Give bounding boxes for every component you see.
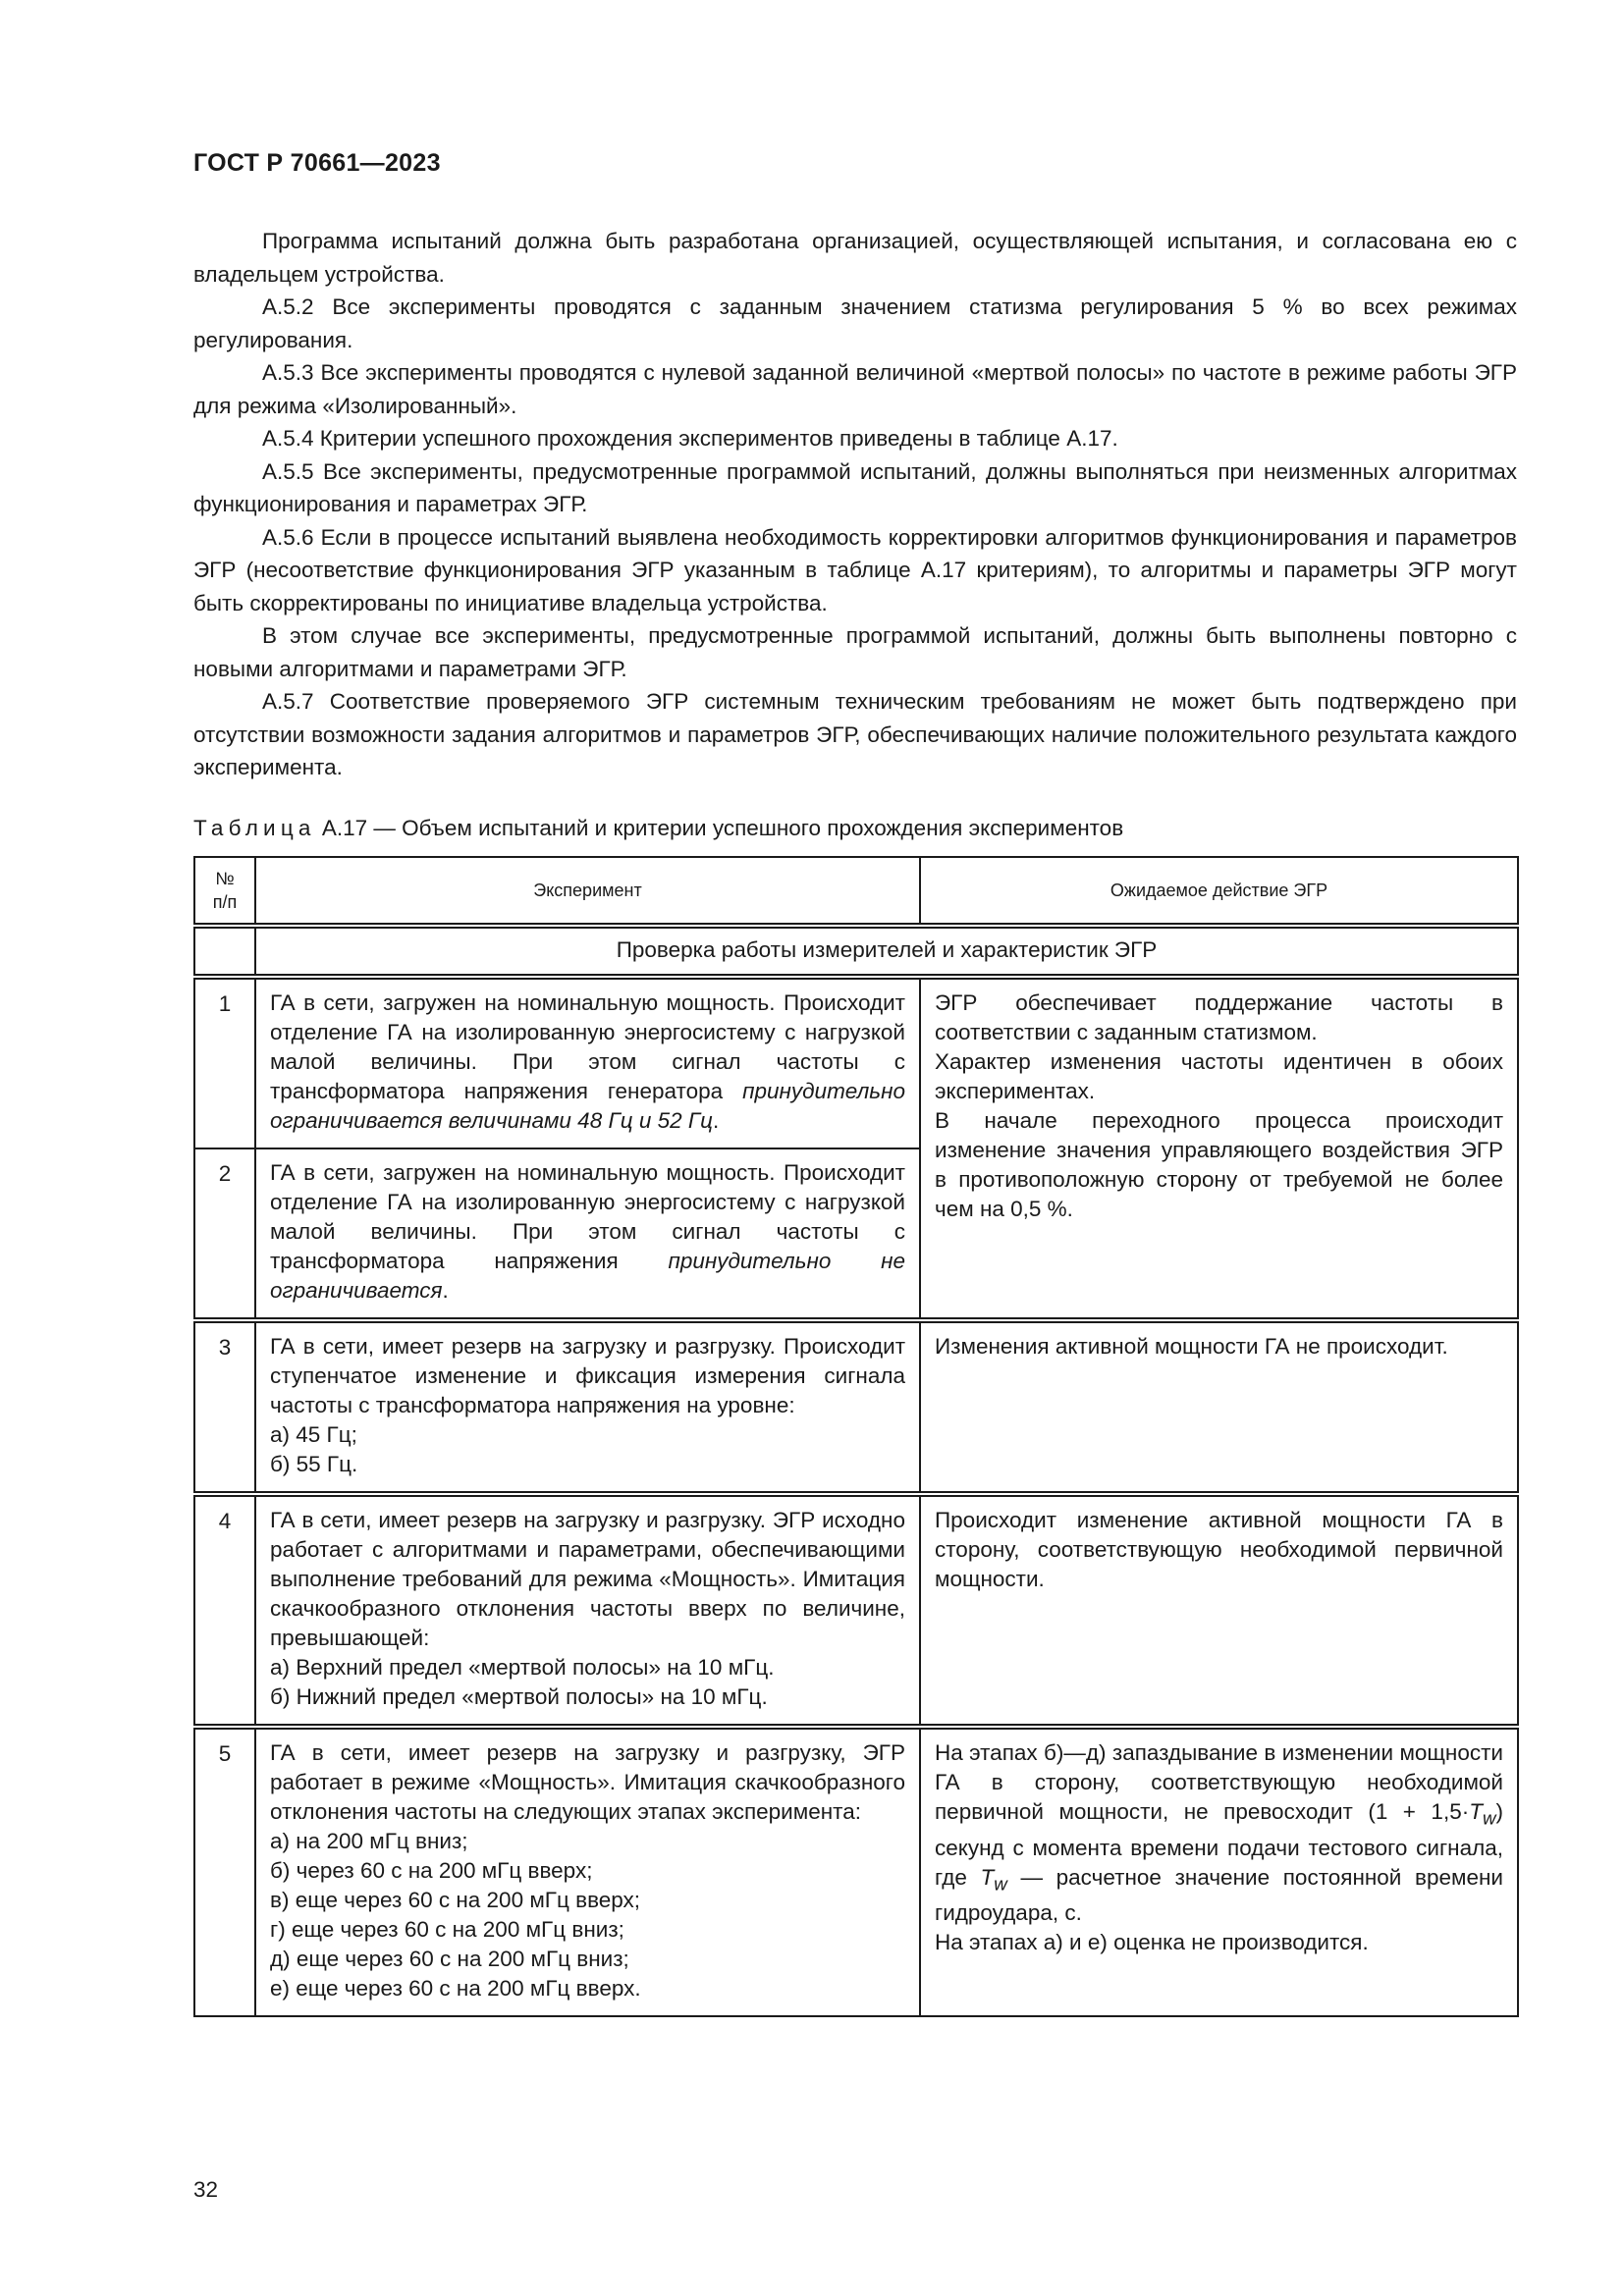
row-expected: Изменения активной мощности ГА не происходит. <box>920 1320 1518 1494</box>
page-number: 32 <box>193 2177 219 2202</box>
table-row <box>194 1494 1518 1727</box>
row-experiment: ГА в сети, имеет резерв на загрузку и разгрузку, ЭГР работает в режиме «Мощность». Имитация скачкообразного отклонения частоты на следующих этапах эксперимента: а) на 200 мГц вниз; б) через 60 с на 200 мГц вверх; в) еще через 60 с на 200 мГц вверх; г) еще через 60 с на 200 мГц вниз; д) еще через 60 с на 200 мГц вниз; е) еще через 60 с на 200 мГц вверх. <box>255 1727 920 2016</box>
row-expected-merged: ЭГР обеспечивает поддержание частоты в соответствии с заданным статизмом. Характер изменения частоты идентичен в обоих экспериментах. В начале переходного процесса происходит изменение значения управляющего воздействия ЭГР в противоположную сторону от требуемой не более чем на 0,5 %. <box>920 977 1518 1320</box>
paragraph-a52: А.5.2 Все эксперименты проводятся с заданным значением статизма регулирования 5 % во всех режимах регулирования. <box>193 294 1517 352</box>
paragraph-a55: А.5.5 Все эксперименты, предусмотренные программой испытаний, должны выполняться при неизменных алгоритмах функционирования и параметрах ЭГР. <box>193 458 1517 516</box>
row-experiment: ГА в сети, загружен на номинальную мощность. Происходит отделение ГА на изолированную энергосистему с нагрузкой малой величины. При этом сигнал частоты с трансформатора напряжения принудительно не ограничивается. <box>255 1148 920 1320</box>
paragraph: В этом случае все эксперименты, предусмотренные программой испытаний, должны быть выполнены повторно с новыми алгоритмами и параметрами ЭГР. <box>193 623 1517 681</box>
table-row <box>194 1320 1518 1494</box>
paragraph-a54: А.5.4 Критерии успешного прохождения экспериментов приведены в таблице А.17. <box>262 426 1118 451</box>
document-code-header: ГОСТ Р 70661—2023 <box>193 149 441 177</box>
col-header-expected: Ожидаемое действие ЭГР <box>920 857 1518 926</box>
paragraph: Программа испытаний должна быть разработана организацией, осуществляющей испытания, и согласована ею с владельцем устройства. <box>193 229 1517 287</box>
table-header-row <box>194 857 1518 926</box>
paragraph-a53: А.5.3 Все эксперименты проводятся с нулевой заданной величиной «мертвой полосы» по частоте в режиме работы ЭГР для режима «Изолированный». <box>193 360 1517 418</box>
row-expected: На этапах б)—д) запаздывание в изменении мощности ГА в сторону, соответствующую необходимой первичной мощности, не превосходит $(1 + 1,5\cdot T_w)$ секунд с момента времени подачи тестового сигнала, где $T_w$ — расчетное значение постоянной времени гидроудара, с. На этапах а) и е) оценка не производится. <box>920 1727 1518 2016</box>
body-text <box>193 225 1517 784</box>
col-header-num: № п/п <box>194 857 255 926</box>
table-caption-word: Таблица <box>193 816 316 840</box>
row-experiment: ГА в сети, загружен на номинальную мощность. Происходит отделение ГА на изолированную энергосистему с нагрузкой малой величины. При этом сигнал частоты с трансформатора напряжения генератора принудительно ограничивается величинами 48 Гц и 52 Гц. <box>255 977 920 1148</box>
row-experiment: ГА в сети, имеет резерв на загрузку и разгрузку. ЭГР исходно работает с алгоритмами и параметрами, обеспечивающими выполнение требований для режима «Мощность». Имитация скачкообразного отклонения частоты вверх по величине, превышающей: а) Верхний предел «мертвой полосы» на 10 мГц. б) Нижний предел «мертвой полосы» на 10 мГц. <box>255 1494 920 1727</box>
row-number: 3 <box>194 1320 255 1494</box>
paragraph-a57: А.5.7 Соответствие проверяемого ЭГР системным техническим требованиям не может быть подтверждено при отсутствии возможности задания алгоритмов и параметров ЭГР, обеспечивающих наличие положительного результата каждого эксперимента. <box>193 689 1517 779</box>
row-number: 5 <box>194 1727 255 2016</box>
section-num-cell <box>194 926 255 977</box>
criteria-table <box>193 856 1519 2017</box>
expected-delay-text: На этапах б)—д) запаздывание в изменении мощности ГА в сторону, соответствующую необходимой первичной мощности, не превосходит $(1 + 1,5\cdot T_w)$ секунд с момента времени подачи тестового сигнала, где $T_w$ — расчетное значение постоянной времени гидроудара, с. <box>935 1740 1503 1925</box>
row-number: 1 <box>194 977 255 1148</box>
paragraph-a56: А.5.6 Если в процессе испытаний выявлена необходимость корректировки алгоритмов функционирования и параметров ЭГР (несоответствие функционирования ЭГР указанным в таблице А.17 критериям), то алгоритмы и параметры ЭГР могут быть скорректированы по инициативе владельца устройства. <box>193 524 1517 615</box>
col-header-experiment: Эксперимент <box>255 857 920 926</box>
table-caption <box>193 812 1123 845</box>
row-experiment: ГА в сети, имеет резерв на загрузку и разгрузку. Происходит ступенчатое изменение и фиксация измерения сигнала частоты с трансформатора напряжения на уровне: а) 45 Гц; б) 55 Гц. <box>255 1320 920 1494</box>
row-number: 4 <box>194 1494 255 1727</box>
section-title: Проверка работы измерителей и характеристик ЭГР <box>255 926 1518 977</box>
table-section-row <box>194 926 1518 977</box>
table-caption-text: А.17 — Объем испытаний и критерии успешного прохождения экспериментов <box>315 816 1124 840</box>
table-row <box>194 977 1518 1148</box>
row-expected: Происходит изменение активной мощности ГА в сторону, соответствующую необходимой первичной мощности. <box>920 1494 1518 1727</box>
row-number: 2 <box>194 1148 255 1320</box>
table-row <box>194 1727 1518 2016</box>
